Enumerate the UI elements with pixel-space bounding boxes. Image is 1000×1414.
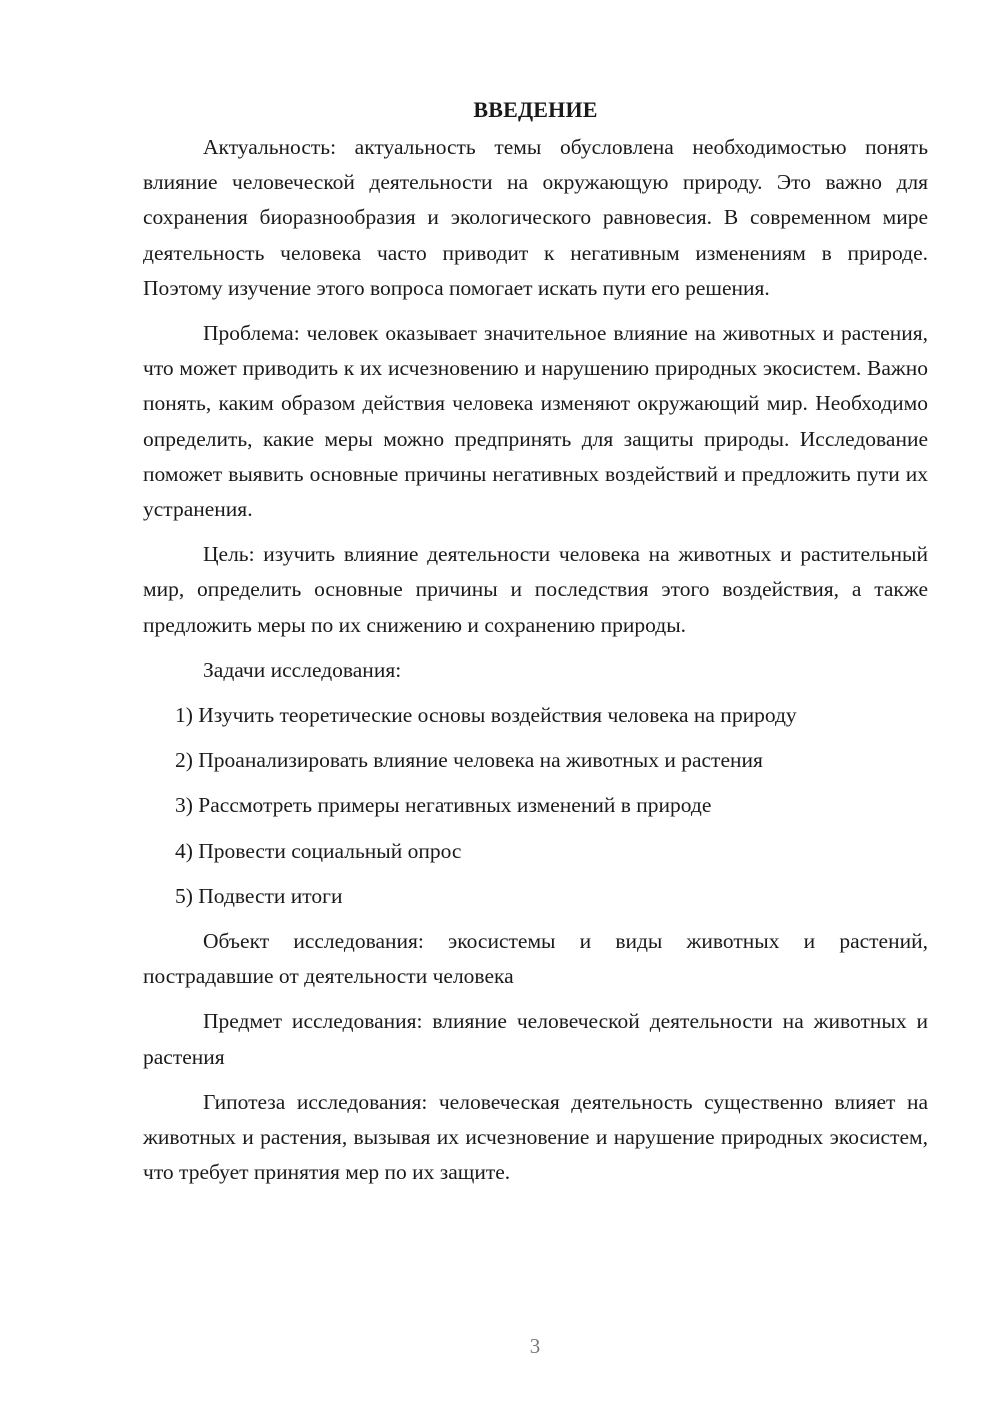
paragraph-object: Объект исследования: экосистемы и виды животных и растений, пострадавшие от деятельности человека: [143, 929, 928, 989]
task-item-2: 2) Проанализировать влияние человека на животных и растения: [175, 748, 763, 773]
task-item-3: 3) Рассмотреть примеры негативных изменений в природе: [175, 793, 712, 818]
page-number: 3: [529, 1334, 541, 1358]
document-page: [143, 94, 928, 1200]
paragraph-hypothesis: Гипотеза исследования: человеческая деятельность существенно влияет на животных и растения, вызывая их исчезновение и нарушение природных экосистем, что требует принятия мер по их защите.: [143, 1089, 928, 1185]
task-item-5: 5) Подвести итоги: [175, 883, 343, 908]
task-item-1: 1) Изучить теоретические основы воздействия человека на природу: [175, 703, 797, 728]
paragraph-problem: Проблема: человек оказывает значительное влияние на животных и растения, что может приводить к их исчезновению и нарушению природных экосистем. Важно понять, каким образом действия человека изменяют окружающий мир. Необходимо определить, какие меры можно предпринять для защиты природы. Исследование поможет выявить основные причины негативных воздействий и предложить пути их устранения.: [143, 321, 928, 522]
task-list: [143, 698, 928, 914]
page-title: ВВЕДЕНИЕ: [473, 97, 598, 122]
task-item-4: 4) Провести социальный опрос: [175, 838, 462, 863]
paragraph-subject: Предмет исследования: влияние человеческой деятельности на животных и растения: [143, 1009, 928, 1069]
tasks-heading: Задачи исследования:: [203, 657, 402, 682]
paragraph-goal: Цель: изучить влияние деятельности человека на животных и растительный мир, определить основные причины и последствия этого воздействия, а также предложить меры по их снижению и сохранению природы.: [143, 542, 928, 637]
paragraph-relevance: Актуальность: актуальность темы обусловлена необходимостью понять влияние человеческой деятельности на окружающую природу. Это важно для сохранения биоразнообразия и экологического равновесия. В современном мире деятельность человека часто приводит к негативным изменениям в природе. Поэтому изучение этого вопроса помогает искать пути его решения.: [143, 135, 928, 300]
